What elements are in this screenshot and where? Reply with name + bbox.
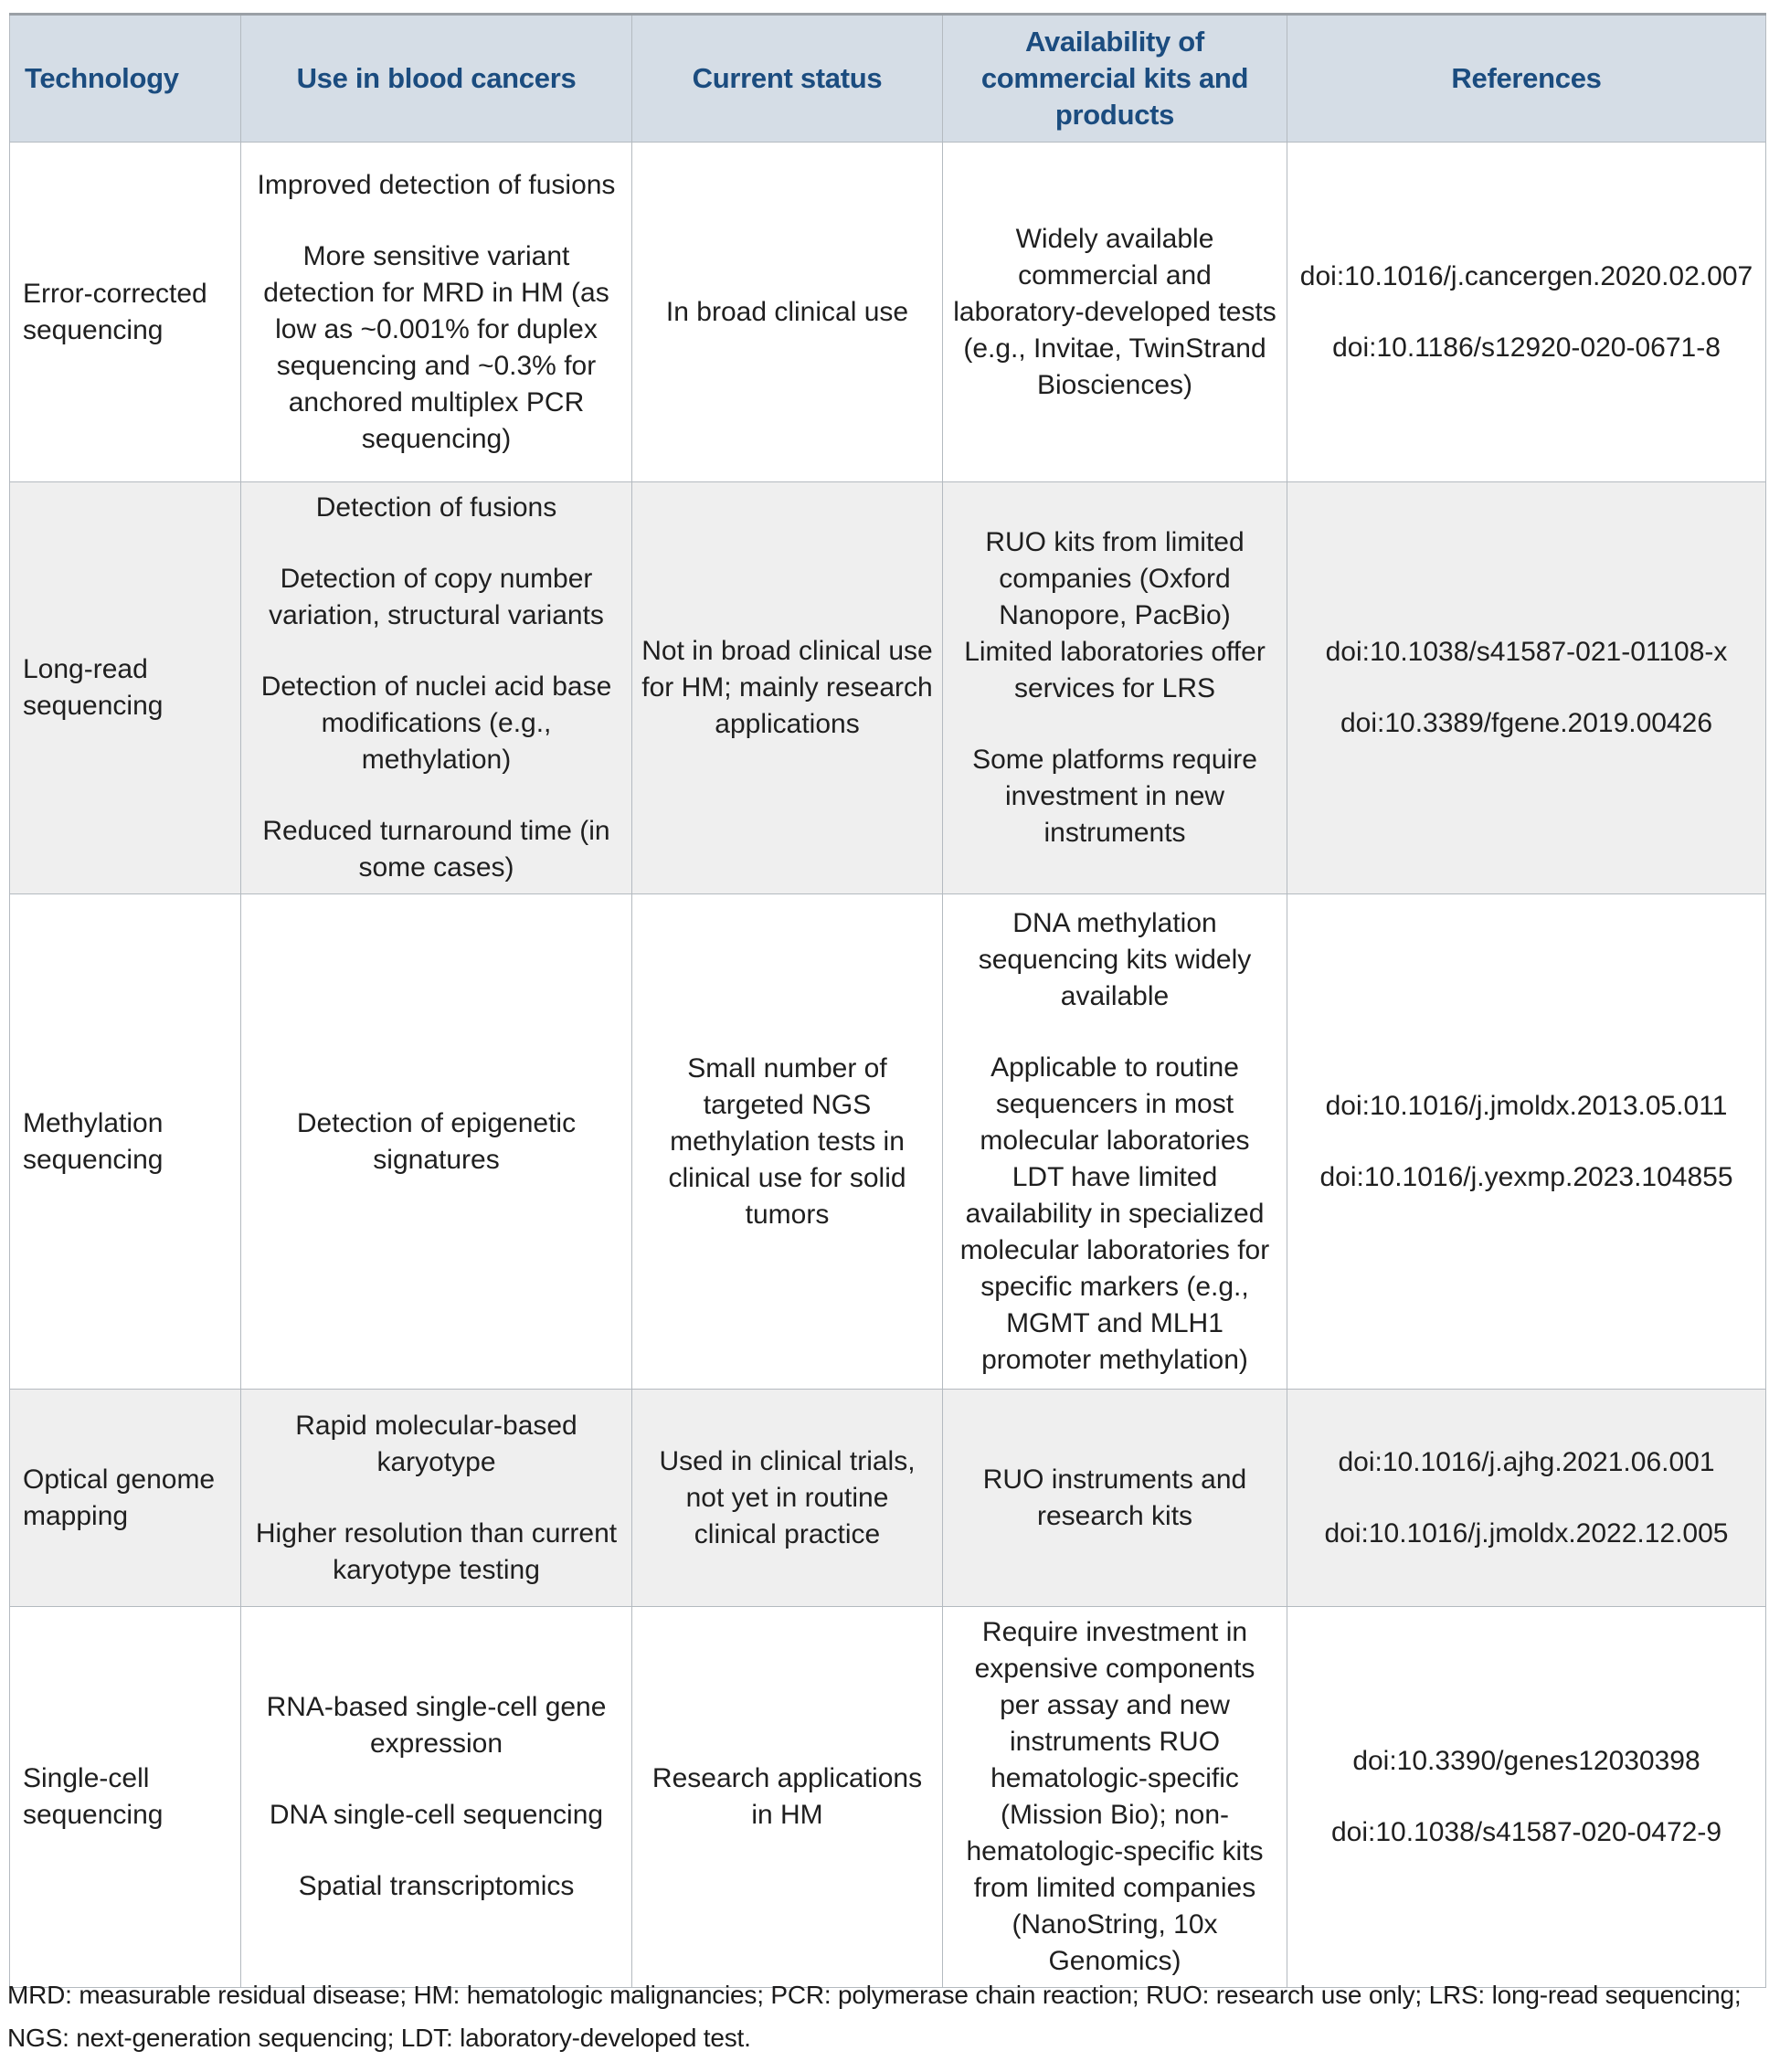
table-row bbox=[10, 143, 1766, 482]
cell-use-in-blood-cancers: Improved detection of fusions More sensitive variant detection for MRD in HM (as low as ~0.001% for duplex sequencing and ~0.3% for anchored multiplex PCR sequencing) bbox=[241, 143, 632, 482]
cell-availability: RUO instruments and research kits bbox=[943, 1390, 1287, 1607]
cell-technology: Single-cell sequencing bbox=[10, 1607, 241, 1988]
abbreviations-footnote: MRD: measurable residual disease; HM: hematologic malignancies; PCR: polymerase chain reaction; RUO: research use only; LRS: long-read sequencing; NGS: next-generation sequencing; LDT: laboratory-developed test. bbox=[7, 1981, 1742, 2052]
cell-references: doi:10.1016/j.ajhg.2021.06.001 doi:10.1016/j.jmoldx.2022.12.005 bbox=[1287, 1390, 1766, 1607]
cell-references: doi:10.1016/j.jmoldx.2013.05.011 doi:10.1016/j.yexmp.2023.104855 bbox=[1287, 894, 1766, 1390]
cell-use-in-blood-cancers: Detection of epigenetic signatures bbox=[241, 894, 632, 1390]
header-row bbox=[10, 15, 1766, 143]
technology-table bbox=[9, 13, 1766, 1988]
cell-availability: RUO kits from limited companies (Oxford Nanopore, PacBio) Limited laboratories offer services for LRS Some platforms require investment in new instruments bbox=[943, 482, 1287, 894]
table-row bbox=[10, 1390, 1766, 1607]
col-header-technology: Technology bbox=[10, 15, 241, 143]
cell-availability: Widely available commercial and laboratory-developed tests (e.g., Invitae, TwinStrand Biosciences) bbox=[943, 143, 1287, 482]
cell-references: doi:10.1038/s41587-021-01108-x doi:10.3389/fgene.2019.00426 bbox=[1287, 482, 1766, 894]
cell-references: doi:10.1016/j.cancergen.2020.02.007 doi:10.1186/s12920-020-0671-8 bbox=[1287, 143, 1766, 482]
cell-use-in-blood-cancers: Rapid molecular-based karyotype Higher resolution than current karyotype testing bbox=[241, 1390, 632, 1607]
table-row bbox=[10, 894, 1766, 1390]
col-header-use-in-blood-cancers: Use in blood cancers bbox=[241, 15, 632, 143]
col-header-references: References bbox=[1287, 15, 1766, 143]
cell-technology: Optical genome mapping bbox=[10, 1390, 241, 1607]
cell-current-status: Small number of targeted NGS methylation tests in clinical use for solid tumors bbox=[632, 894, 943, 1390]
cell-current-status: Not in broad clinical use for HM; mainly research applications bbox=[632, 482, 943, 894]
table-row bbox=[10, 482, 1766, 894]
cell-use-in-blood-cancers: RNA-based single-cell gene expression DNA single-cell sequencing Spatial transcriptomics bbox=[241, 1607, 632, 1988]
col-header-current-status: Current status bbox=[632, 15, 943, 143]
cell-technology: Long-read sequencing bbox=[10, 482, 241, 894]
cell-references: doi:10.3390/genes12030398 doi:10.1038/s41587-020-0472-9 bbox=[1287, 1607, 1766, 1988]
cell-availability: DNA methylation sequencing kits widely available Applicable to routine sequencers in most molecular laboratories LDT have limited availability in specialized molecular laboratories for specific markers (e.g., MGMT and MLH1 promoter methylation) bbox=[943, 894, 1287, 1390]
cell-technology: Error-corrected sequencing bbox=[10, 143, 241, 482]
cell-current-status: Research applications in HM bbox=[632, 1607, 943, 1988]
table-row bbox=[10, 1607, 1766, 1988]
cell-technology: Methylation sequencing bbox=[10, 894, 241, 1390]
cell-use-in-blood-cancers: Detection of fusions Detection of copy number variation, structural variants Detection of nuclei acid base modifications (e.g., methylation) Reduced turnaround time (in some cases) bbox=[241, 482, 632, 894]
col-header-availability: Availability of commercial kits and products bbox=[943, 15, 1287, 143]
cell-availability: Require investment in expensive components per assay and new instruments RUO hematologic-specific (Mission Bio); non-hematologic-specific kits from limited companies (NanoString, 10x Genomics) bbox=[943, 1607, 1287, 1988]
cell-current-status: In broad clinical use bbox=[632, 143, 943, 482]
cell-current-status: Used in clinical trials, not yet in routine clinical practice bbox=[632, 1390, 943, 1607]
